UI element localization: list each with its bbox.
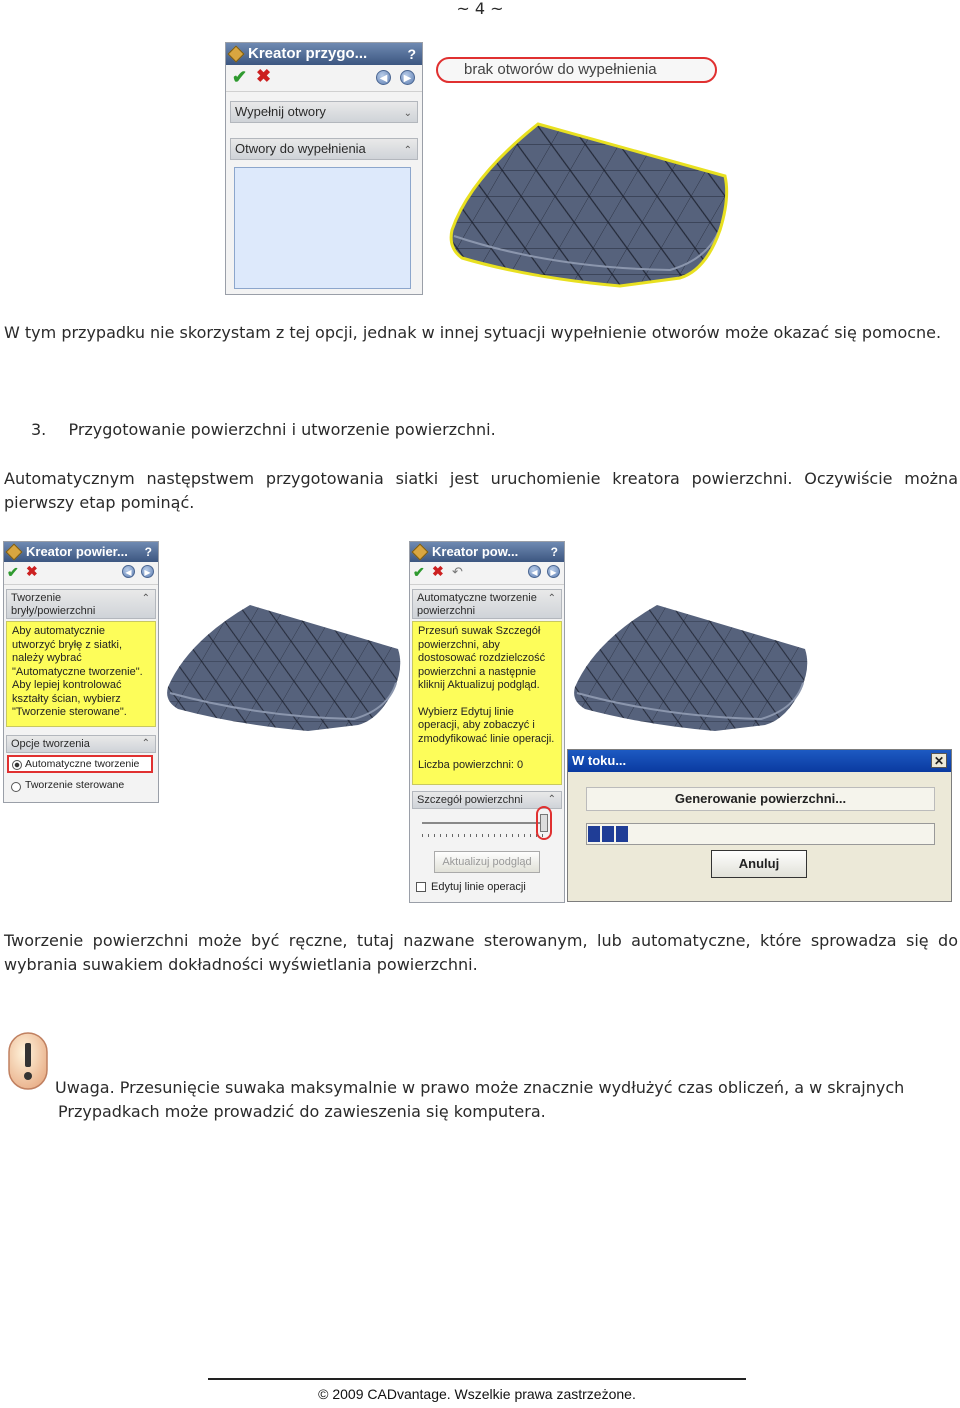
paragraph-3: Tworzenie powierzchni może być ręczne, tutaj nazwane sterowanym, lub automatyczne, które sprowadza się do wybrania suwakiem dokładności wyświetlania powierzchni.	[4, 931, 958, 974]
help-icon[interactable]: ?	[550, 545, 558, 559]
group-create-solid[interactable]	[6, 589, 156, 619]
group-fill-holes-label: Wypełnij otwory	[235, 104, 326, 119]
panel-title: Kreator przygo...	[248, 45, 368, 62]
panel-toolbar	[226, 65, 422, 92]
dialog-title: W toku...	[572, 753, 627, 768]
info-tip	[6, 621, 156, 727]
panel-title: Kreator powier...	[26, 544, 128, 559]
paragraph-1: W tym przypadku nie skorzystam z tej opcji, jednak w innej sytuacji wypełnienie otworów może okazać się pomocne.	[4, 323, 942, 342]
cancel-button[interactable]	[711, 850, 807, 878]
group-surface-detail-label: Szczegół powierzchni	[417, 794, 523, 806]
ok-check-icon[interactable]: ✔	[232, 67, 248, 87]
tip-line: operacji, aby zobaczyć i	[418, 719, 535, 731]
ok-check-icon[interactable]: ✔	[413, 564, 425, 580]
update-preview-label: Aktualizuj podgląd	[442, 856, 532, 868]
chevron-up-icon: ⌃	[547, 593, 556, 604]
next-arrow-icon[interactable]: ▶	[400, 70, 415, 85]
chevron-down-icon: ⌄	[403, 108, 412, 119]
slider-track	[422, 822, 548, 824]
option-automatic[interactable]	[7, 755, 153, 773]
back-arrow-icon[interactable]: ◀	[528, 565, 541, 578]
radio-icon[interactable]	[11, 782, 21, 792]
dialog-message-box	[586, 787, 935, 811]
tip-line: dostosować rozdzielczość	[418, 652, 546, 664]
tip-line: Przesuń suwak Szczegół	[418, 625, 541, 637]
surface-count: Liczba powierzchni: 0	[418, 759, 524, 771]
group-holes-to-fill[interactable]	[230, 138, 418, 160]
cancel-button-label: Anuluj	[738, 856, 780, 871]
mesh-model-1	[158, 601, 404, 735]
back-arrow-icon[interactable]: ◀	[122, 565, 135, 578]
panel-title-bar	[4, 542, 158, 562]
tip-line: "Automatyczne tworzenie".	[12, 665, 143, 678]
panel-title: Kreator pow...	[432, 544, 519, 559]
paragraph-2: Automatycznym następstwem przygotowania siatki jest uruchomienie kreatora powierzchni. Oczywiście można pierwszy etap pominąć.	[4, 469, 958, 512]
chevron-up-icon: ⌃	[141, 593, 150, 604]
option-guided-label: Tworzenie sterowane	[25, 779, 125, 791]
cancel-x-icon[interactable]: ✖	[432, 563, 444, 579]
tip-line: zmodyfikować linie operacji.	[418, 732, 555, 745]
checkbox-icon[interactable]	[416, 882, 426, 892]
progress-fill	[588, 826, 629, 842]
option-automatic-label: Automatyczne tworzenie	[25, 758, 140, 770]
panel-title-bar	[226, 43, 422, 65]
ok-check-icon[interactable]: ✔	[7, 564, 19, 580]
mesh-model-2	[565, 601, 811, 735]
tip-line: kształty ścian, wybierz	[12, 692, 121, 705]
help-icon[interactable]: ?	[407, 46, 416, 62]
radio-selected-icon[interactable]	[12, 760, 22, 770]
fill-holes-panel	[225, 42, 423, 295]
panel-toolbar	[4, 562, 158, 585]
page-number: ~ 4 ~	[456, 0, 504, 18]
footer-text: © 2009 CADvantage. Wszelkie prawa zastrzeżone.	[318, 1386, 636, 1402]
dialog-title-bar	[568, 750, 951, 772]
surface-wizard-panel-1	[3, 541, 159, 803]
group-holes-to-fill-label: Otwory do wypełnienia	[235, 141, 366, 156]
warning-note	[55, 1076, 955, 1124]
next-arrow-icon[interactable]: ▶	[547, 565, 560, 578]
wizard-icon	[412, 544, 429, 561]
chevron-up-icon: ⌃	[547, 794, 556, 805]
wizard-icon	[228, 46, 245, 63]
panel-toolbar	[410, 562, 564, 585]
warning-line-1: Uwaga. Przesunięcie suwaka maksymalnie w prawo może znacznie wydłużyć czas obliczeń, a w skrajnych	[55, 1078, 905, 1097]
section-number: 3.	[31, 420, 47, 439]
surface-wizard-panel-2	[409, 541, 565, 903]
holes-list[interactable]	[234, 167, 411, 289]
undo-icon[interactable]: ↶	[452, 564, 463, 579]
wizard-icon	[6, 544, 23, 561]
detail-slider[interactable]	[420, 812, 554, 848]
tip-line: utworzyć bryłę z siatki,	[12, 638, 123, 651]
slider-ticks	[422, 834, 548, 837]
option-guided[interactable]	[7, 778, 171, 796]
mesh-model-highlighted	[430, 118, 730, 294]
panel-title-bar	[410, 542, 564, 562]
chevron-up-icon: ⌃	[403, 145, 412, 156]
back-arrow-icon[interactable]: ◀	[376, 70, 391, 85]
slider-highlight-ring	[536, 806, 552, 840]
tip-line: należy wybrać	[12, 652, 82, 664]
group-fill-holes[interactable]	[230, 101, 418, 123]
section-title: Przygotowanie powierzchni i utworzenie powierzchni.	[68, 420, 496, 439]
dialog-message: Generowanie powierzchni...	[674, 791, 847, 806]
tip-line: kliknij Aktualizuj podgląd.	[418, 679, 540, 691]
help-icon[interactable]: ?	[144, 545, 152, 559]
group-create-options-label: Opcje tworzenia	[11, 738, 90, 750]
cancel-x-icon[interactable]: ✖	[26, 563, 38, 579]
tip-line: Wybierz Edytuj linie	[418, 705, 514, 718]
chevron-up-icon: ⌃	[141, 738, 150, 749]
update-preview-button[interactable]	[434, 851, 540, 873]
group-auto-surface-label: Automatyczne tworzenie powierzchni	[417, 592, 537, 617]
group-create-options[interactable]	[6, 735, 156, 753]
group-create-solid-label: Tworzenie bryły/powierzchni	[11, 592, 96, 617]
tip-line: powierzchni, aby	[418, 638, 500, 651]
tip-line: Aby automatycznie	[12, 625, 105, 637]
info-tip	[412, 621, 562, 785]
section-heading	[31, 418, 496, 442]
progress-dialog	[567, 749, 952, 902]
cancel-x-icon[interactable]: ✖	[256, 66, 272, 86]
edit-lines-label: Edytuj linie operacji	[431, 881, 526, 893]
tip-line: "Tworzenie sterowane".	[12, 706, 127, 718]
next-arrow-icon[interactable]: ▶	[141, 565, 154, 578]
tip-line: powierzchni a następnie	[418, 665, 537, 678]
warning-icon	[7, 1031, 49, 1091]
no-holes-callout	[436, 57, 717, 83]
edit-lines-checkbox-row[interactable]	[415, 880, 526, 894]
callout-text: brak otworów do wypełnienia	[464, 61, 657, 78]
group-auto-surface[interactable]	[412, 589, 562, 619]
tip-line: Aby lepiej kontrolować	[12, 679, 122, 691]
footer-rule	[208, 1378, 746, 1380]
warning-line-2: Przypadkach może prowadzić do zawieszenia się komputera.	[58, 1102, 546, 1121]
close-icon[interactable]: ✕	[931, 753, 947, 768]
progress-bar	[586, 823, 935, 845]
